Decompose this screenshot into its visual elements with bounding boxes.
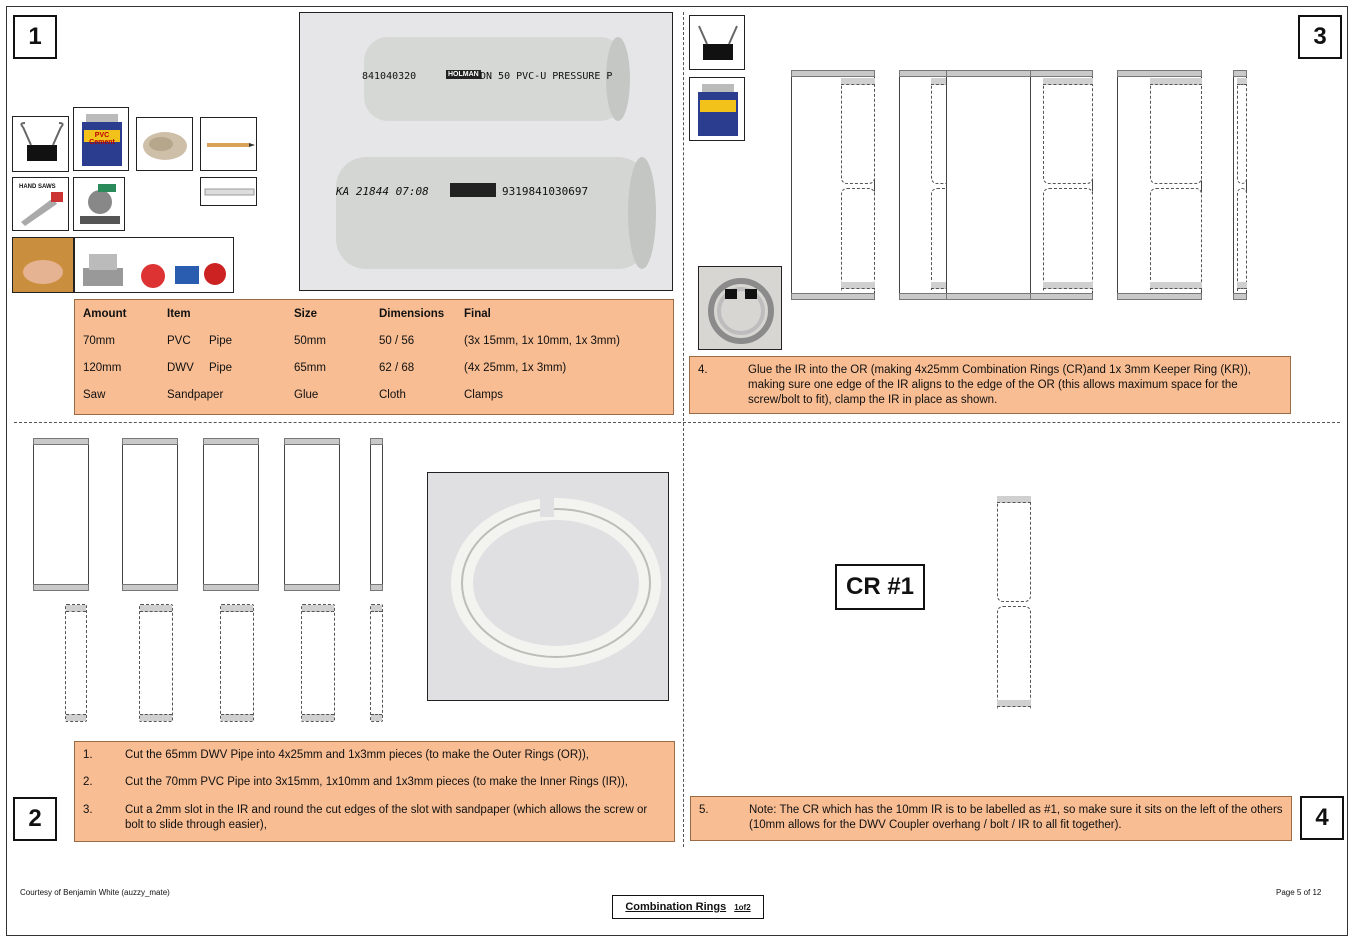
inner-ring-lower [1150,188,1202,291]
inner-ring-lower [997,606,1031,709]
inner-ring-lower [1237,188,1247,291]
inner-ring-lower [841,188,875,291]
inner-ring [65,604,87,722]
cell-final: (3x 15mm, 1x 10mm, 1x 3mm) [464,335,620,347]
outer-ring [33,438,89,591]
mitre-saw-icon [74,178,125,231]
instruction-text: Cut a 2mm slot in the IR and round the cut edges of the slot with sandpaper (which allows the screw or bolt to slide through easier), [125,804,648,831]
footer-page-number: Page 5 of 12 [1276,888,1322,897]
cloth-icon [137,118,193,171]
inner-ring [301,604,335,722]
ring-edge [1150,282,1202,289]
materials-table [74,299,674,415]
ring-edge [203,438,259,445]
pipe-brand: HOLMAN [448,71,479,78]
pipe-bottom-code: KA 21844 07:08 [336,185,429,198]
ring-edge [1233,70,1247,77]
ring-edge [1117,70,1202,77]
cut-ring-photo [427,472,669,701]
clamped-ring-photo [698,266,782,350]
ring-edge [1237,282,1247,289]
clamped-ring-icon [699,267,782,350]
footer-title-box [612,895,764,919]
cell-item: Sandpaper [167,389,224,401]
inner-ring-upper [841,78,875,184]
inner-ring-lower [1043,188,1093,291]
outer-ring [946,70,1031,300]
instruction-text: Cut the 65mm DWV Pipe into 4x25mm and 1x3mm pieces (to make the Outer Rings (OR)), [125,749,589,761]
ring-edge [841,78,875,85]
instruction-number: 2. [83,776,93,788]
sandpaper-icon [13,238,74,293]
cell-item-type: Pipe [209,362,233,374]
footer-title: Combination Rings [625,901,727,913]
ring-edge [370,584,383,591]
sanders-thumb [74,237,234,293]
step-4-box: 4 [1300,796,1344,840]
ring-edge [302,714,334,721]
ring-edge [946,293,1031,300]
cell-dimensions: 62 / 68 [379,362,415,374]
ring-edge [221,714,253,721]
hand-saws-thumb [12,177,69,231]
ring-edge [997,496,1031,503]
binder-clip-icon [690,16,745,70]
ring-edge [841,282,875,289]
outer-ring [370,438,383,591]
instruction-number: 5. [699,804,709,816]
cell-item: DWV [167,362,194,374]
ring-edge [66,714,86,721]
ring-edge [140,605,172,612]
header-final: Final [464,308,491,320]
outer-ring [203,438,259,591]
ring-edge [140,714,172,721]
instruction-number: 3. [83,804,93,816]
cell-size: Glue [294,389,319,401]
step-2-box: 2 [13,797,57,841]
cement-can-icon [690,78,745,141]
outer-ring [284,438,340,591]
ring-edge [284,438,340,445]
cell-final: Clamps [464,389,503,401]
cell-amount: 70mm [83,335,115,347]
pvc-cement-thumb [73,107,129,171]
ring-edge [203,584,259,591]
instruction-number: 1. [83,749,93,761]
footer-title-sub: 1of2 [734,902,751,912]
horizontal-divider [14,422,1340,423]
instruction-4-box [689,356,1291,414]
q3-pvc-cement-thumb [689,77,745,141]
ring-edge [1237,78,1247,85]
ring-edge [1150,78,1202,85]
cement-label: PVC Cement [89,132,115,146]
inner-ring-upper [1043,78,1093,184]
pipe-top-print: 841040320 [362,71,417,82]
hand-saws-label: HAND SAWS [19,184,56,190]
binder-clip-icon [13,117,69,172]
cloth-thumb [136,117,193,171]
ring-edge [371,605,382,612]
inner-ring [370,604,383,722]
ring-edge [946,70,1031,77]
ruler-icon [201,178,257,206]
cell-amount: 120mm [83,362,122,374]
power-sander-icon [75,238,234,293]
instruction-text: Cut the 70mm PVC Pipe into 3x15mm, 1x10mm and 1x3mm pieces (to make the Inner Rings (IR)), [125,776,629,788]
ruler-thumb [200,177,257,206]
ring-edge [66,605,86,612]
outer-ring [122,438,178,591]
footer-credit: Courtesy of Benjamin White (auzzy_mate) [20,888,170,897]
header-dimensions: Dimensions [379,308,445,320]
ring-edge [997,700,1031,707]
pipes-illustration [300,13,673,291]
ring-edge [791,293,875,300]
header-size: Size [294,308,318,320]
ring-edge [1233,293,1247,300]
inner-ring [220,604,254,722]
ring-edge [1043,282,1093,289]
step-1-box: 1 [13,15,57,59]
pipes-photo [299,12,673,291]
ring-edge [122,584,178,591]
ring-edge [33,438,89,445]
instruction-number: 4. [698,364,708,376]
ring-edge [284,584,340,591]
vertical-divider [683,12,684,847]
instruction-5-box [690,796,1292,841]
instruction-text: Glue the IR into the OR (making 4x25mm Combination Rings (CR)and 1x 3mm Keeper Ring (KR)), making sure one edge of the IR aligns to the edge of the OR (this allows maximum space for the screw/bolt to fit), clamp the IR in place as shown. [748,364,1251,406]
cell-size: 50mm [294,335,326,347]
cell-item: PVC [167,335,191,347]
inner-ring [139,604,173,722]
pencil-thumb [200,117,257,171]
step-3-box: 3 [1298,15,1342,59]
mitre-saw-thumb [73,177,125,231]
inner-ring-upper [997,496,1031,602]
instruction-text: Note: The CR which has the 10mm IR is to be labelled as #1, so make sure it sits on the left of the others (10mm allows for the DWV Coupler overhang / bolt / IR to all fit together). [749,804,1283,831]
ring-edge [122,438,178,445]
ring-edge [33,584,89,591]
inner-ring-upper [1150,78,1202,184]
ring-edge [221,605,253,612]
ring-edge [1043,78,1093,85]
cell-amount: Saw [83,389,106,401]
cell-size: 65mm [294,362,326,374]
cr-1-label: CR #1 [835,564,925,610]
header-amount: Amount [83,308,127,320]
ring-edge [1117,293,1202,300]
ring-edge [370,438,383,445]
pencil-icon [201,118,257,171]
ring-edge [371,714,382,721]
cell-item-type: Pipe [209,335,233,347]
sandpaper-thumb [12,237,74,293]
binder-clip-thumb [12,116,69,172]
ring-edge [791,70,875,77]
pipe-top-spec: DN 50 PVC-U PRESSURE P [480,71,613,82]
cell-dimensions: Cloth [379,389,406,401]
header-item: Item [167,308,191,320]
cut-ring-illustration [428,473,669,701]
ring-edge [302,605,334,612]
inner-ring-upper [1237,78,1247,184]
q3-binder-clip-thumb [689,15,745,70]
cell-final: (4x 25mm, 1x 3mm) [464,362,567,374]
instructions-box [74,741,675,842]
pipe-barcode-number: 9319841030697 [502,185,589,198]
cell-dimensions: 50 / 56 [379,335,415,347]
